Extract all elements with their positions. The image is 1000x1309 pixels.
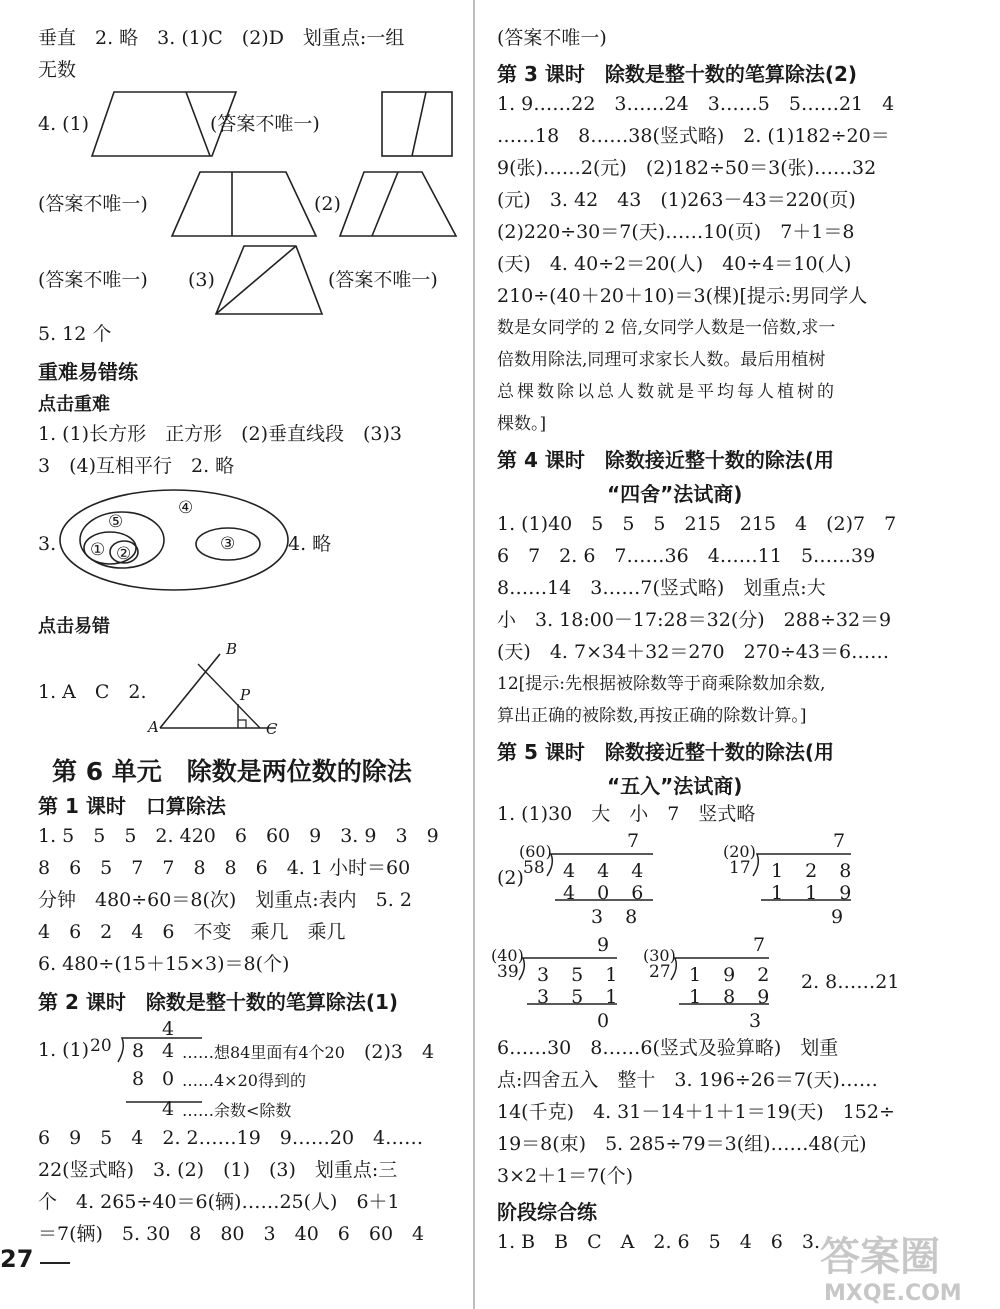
dividend-digit: 4 xyxy=(162,1040,175,1062)
answer-line: (答案不唯一) xyxy=(497,27,607,49)
answer-line: (答案不唯一) xyxy=(38,193,148,215)
product: 3 5 1 xyxy=(537,986,626,1008)
division-note: ……4×20得到的 xyxy=(182,1071,306,1090)
answer-line: 1. (1)30 大 小 7 竖式略 xyxy=(497,803,756,825)
quotient: 9 xyxy=(597,934,610,956)
rectangle-figure xyxy=(380,90,456,158)
answer-line: 总棵数除以总人数就是平均每人植树的 xyxy=(497,382,837,402)
answer-line: 5. 12 个 xyxy=(38,323,112,345)
subsection-heading: 点击重难 xyxy=(38,394,110,415)
triangle-label: C xyxy=(266,720,278,738)
answer-line: 分钟 480÷60＝8(次) 划重点:表内 5. 2 xyxy=(38,889,412,911)
trapezoid-figure xyxy=(214,244,326,318)
product: 4 0 6 xyxy=(563,882,652,904)
answer-line: 19＝8(束) 5. 285÷79＝3(组)……48(元) xyxy=(497,1133,867,1155)
divisor: 17 xyxy=(729,858,751,878)
answer-line: 3×2＋1＝7(个) xyxy=(497,1165,634,1187)
remainder: 3 8 xyxy=(591,906,646,928)
trial-divisor: (20) xyxy=(723,842,756,861)
answer-line: 6. 480÷(15＋15×3)＝8(个) xyxy=(38,953,290,975)
unit-title: 第 6 单元 除数是两位数的除法 xyxy=(52,757,412,786)
answer-line: ……18 8……38(竖式略) 2. (1)182÷20＝ xyxy=(497,125,890,147)
answer-line: 数是女同学的 2 倍,女同学人数是一倍数,求一 xyxy=(497,318,836,338)
remainder: 4 xyxy=(162,1098,175,1120)
product: 1 1 9 xyxy=(771,882,860,904)
answer-line: (答案不唯一) xyxy=(328,269,438,291)
answer-line: 1. B B C A 2. 6 5 4 6 3. xyxy=(497,1231,821,1253)
answer-line: 垂直 2. 略 3. (1)C (2)D 划重点:一组 xyxy=(38,27,405,49)
answer-line: 4 6 2 4 6 不变 乘几 乘几 xyxy=(38,921,346,943)
venn-label: ① xyxy=(90,540,106,560)
answer-line: ＝7(辆) 5. 30 8 80 3 40 6 60 4 xyxy=(38,1223,425,1245)
answer-line: (2) xyxy=(314,193,341,215)
answer-line: 3. xyxy=(38,533,57,555)
product: 1 8 9 xyxy=(689,986,778,1008)
answer-line: (2) xyxy=(497,867,524,889)
answer-line: 1. (1) xyxy=(38,1039,90,1061)
lesson-heading: “四舍”法试商) xyxy=(607,482,743,506)
answer-line: 小 3. 18:00－17:28＝32(分) 288÷32＝9 xyxy=(497,609,892,631)
dividend: 3 5 1 xyxy=(537,964,626,986)
dividend: 1 9 2 xyxy=(689,964,778,986)
answer-line: 6 7 2. 6 7……36 4……11 5……39 xyxy=(497,545,876,567)
quotient: 7 xyxy=(627,830,640,852)
answer-line: (天) 4. 7×34＋32＝270 270÷43＝6…… xyxy=(497,641,890,663)
answer-line: 14(千克) 4. 31－14＋1＋1＝19(天) 152÷ xyxy=(497,1101,895,1123)
answer-line: 算出正确的被除数,再按正确的除数计算。] xyxy=(497,706,807,726)
lesson-heading: 第 2 课时 除数是整十数的笔算除法(1) xyxy=(38,990,399,1014)
remainder: 0 xyxy=(597,1010,610,1032)
answer-line: 2. 8……21 xyxy=(801,971,900,993)
quotient: 7 xyxy=(753,934,766,956)
answer-line: 1. 5 5 5 2. 420 6 60 9 3. 9 3 9 xyxy=(38,825,439,847)
venn-label: ③ xyxy=(220,534,236,554)
remainder: 3 xyxy=(749,1010,762,1032)
answer-line: 8 6 5 7 7 8 8 6 4. 1 小时＝60 xyxy=(38,857,411,879)
answer-line: 点:四舍五入 整十 3. 196÷26＝7(天)…… xyxy=(497,1069,878,1091)
answer-line: 1. 9……22 3……24 3……5 5……21 4 xyxy=(497,93,895,115)
dividend: 4 4 4 xyxy=(563,860,652,882)
dividend-digit: 8 xyxy=(132,1040,145,1062)
page-number-rule xyxy=(40,1262,70,1264)
trapezoid-figure xyxy=(338,170,460,238)
divisor: 39 xyxy=(497,962,519,982)
lesson-heading: 第 4 课时 除数接近整十数的除法(用 xyxy=(497,448,834,472)
answer-line: 9(张)……2(元) (2)182÷50＝3(张)……32 xyxy=(497,157,877,179)
subsection-heading: 点击易错 xyxy=(38,616,110,637)
trapezoid-figure xyxy=(170,170,320,238)
answer-line: 6 9 5 4 2. 2……19 9……20 4…… xyxy=(38,1127,424,1149)
triangle-label: P xyxy=(240,686,251,704)
column-divider xyxy=(473,0,475,1309)
answer-line: (2)3 4 xyxy=(364,1041,435,1063)
answer-line: 210÷(40＋20＋10)＝3(棵)[提示:男同学人 xyxy=(497,285,868,307)
dividend: 1 2 8 xyxy=(771,860,860,882)
page-number: 27 xyxy=(0,1245,34,1273)
answer-line: 4. (1) xyxy=(38,113,90,135)
quotient: 4 xyxy=(162,1018,175,1040)
answer-line: (天) 4. 40÷2＝20(人) 40÷4＝10(人) xyxy=(497,253,852,275)
answer-line: 8……14 3……7(竖式略) 划重点:大 xyxy=(497,577,826,599)
lesson-heading: 第 3 课时 除数是整十数的笔算除法(2) xyxy=(497,62,858,86)
divisor: 27 xyxy=(649,962,671,982)
answer-line: 1. (1)长方形 正方形 (2)垂直线段 (3)3 xyxy=(38,423,402,445)
answer-line: 无数 xyxy=(38,59,77,81)
answer-line: 22(竖式略) 3. (2) (1) (3) 划重点:三 xyxy=(38,1159,398,1181)
triangle-label: B xyxy=(226,640,238,658)
answer-line: 6……30 8……6(竖式及验算略) 划重 xyxy=(497,1037,839,1059)
answer-line: 3 (4)互相平行 2. 略 xyxy=(38,455,235,477)
venn-label: ④ xyxy=(178,498,194,518)
division-note: ……想84里面有4个20 xyxy=(182,1043,345,1062)
answer-line: 倍数用除法,同理可求家长人数。最后用植树 xyxy=(497,350,826,370)
divisor: 58 xyxy=(523,858,545,878)
triangle-label: A xyxy=(148,718,159,736)
quotient: 7 xyxy=(833,830,846,852)
trial-divisor: (40) xyxy=(491,946,524,965)
lesson-heading: “五入”法试商) xyxy=(607,774,743,798)
answer-line: 1. A C 2. xyxy=(38,681,147,703)
answer-line: 棵数。] xyxy=(497,414,547,434)
answer-line: (答案不唯一) xyxy=(38,269,148,291)
product-digit: 0 xyxy=(162,1068,175,1090)
svg-text:答案圈: 答案圈 xyxy=(820,1234,940,1280)
watermark-logo xyxy=(800,1222,1000,1309)
lesson-heading: 第 5 课时 除数接近整十数的除法(用 xyxy=(497,740,834,764)
answer-line: (2)220÷30＝7(天)……10(页) 7＋1＝8 xyxy=(497,221,855,243)
trial-divisor: (30) xyxy=(643,946,676,965)
divisor: 20 xyxy=(90,1036,112,1056)
section-heading: 阶段综合练 xyxy=(497,1200,597,1224)
answer-line: 个 4. 265÷40＝6(辆)……25(人) 6＋1 xyxy=(38,1191,400,1213)
lesson-heading: 第 1 课时 口算除法 xyxy=(38,794,226,818)
answer-line: (3) xyxy=(188,269,215,291)
answer-line: 1. (1)40 5 5 5 215 215 4 (2)7 7 xyxy=(497,513,897,535)
product-digit: 8 xyxy=(132,1068,145,1090)
answer-line: 12[提示:先根据被除数等于商乘除数加余数, xyxy=(497,674,826,694)
svg-text:MXQE.COM: MXQE.COM xyxy=(824,1281,962,1306)
answer-line: 4. 略 xyxy=(288,533,332,555)
section-heading: 重难易错练 xyxy=(38,360,138,384)
venn-label: ⑤ xyxy=(108,512,124,532)
division-note: ……余数<除数 xyxy=(182,1101,292,1120)
answer-line: (元) 3. 42 43 (1)263－43＝220(页) xyxy=(497,189,856,211)
remainder: 9 xyxy=(831,906,844,928)
trial-divisor: (60) xyxy=(519,842,552,861)
answer-line: (答案不唯一) xyxy=(210,113,320,135)
venn-label: ② xyxy=(116,544,132,564)
